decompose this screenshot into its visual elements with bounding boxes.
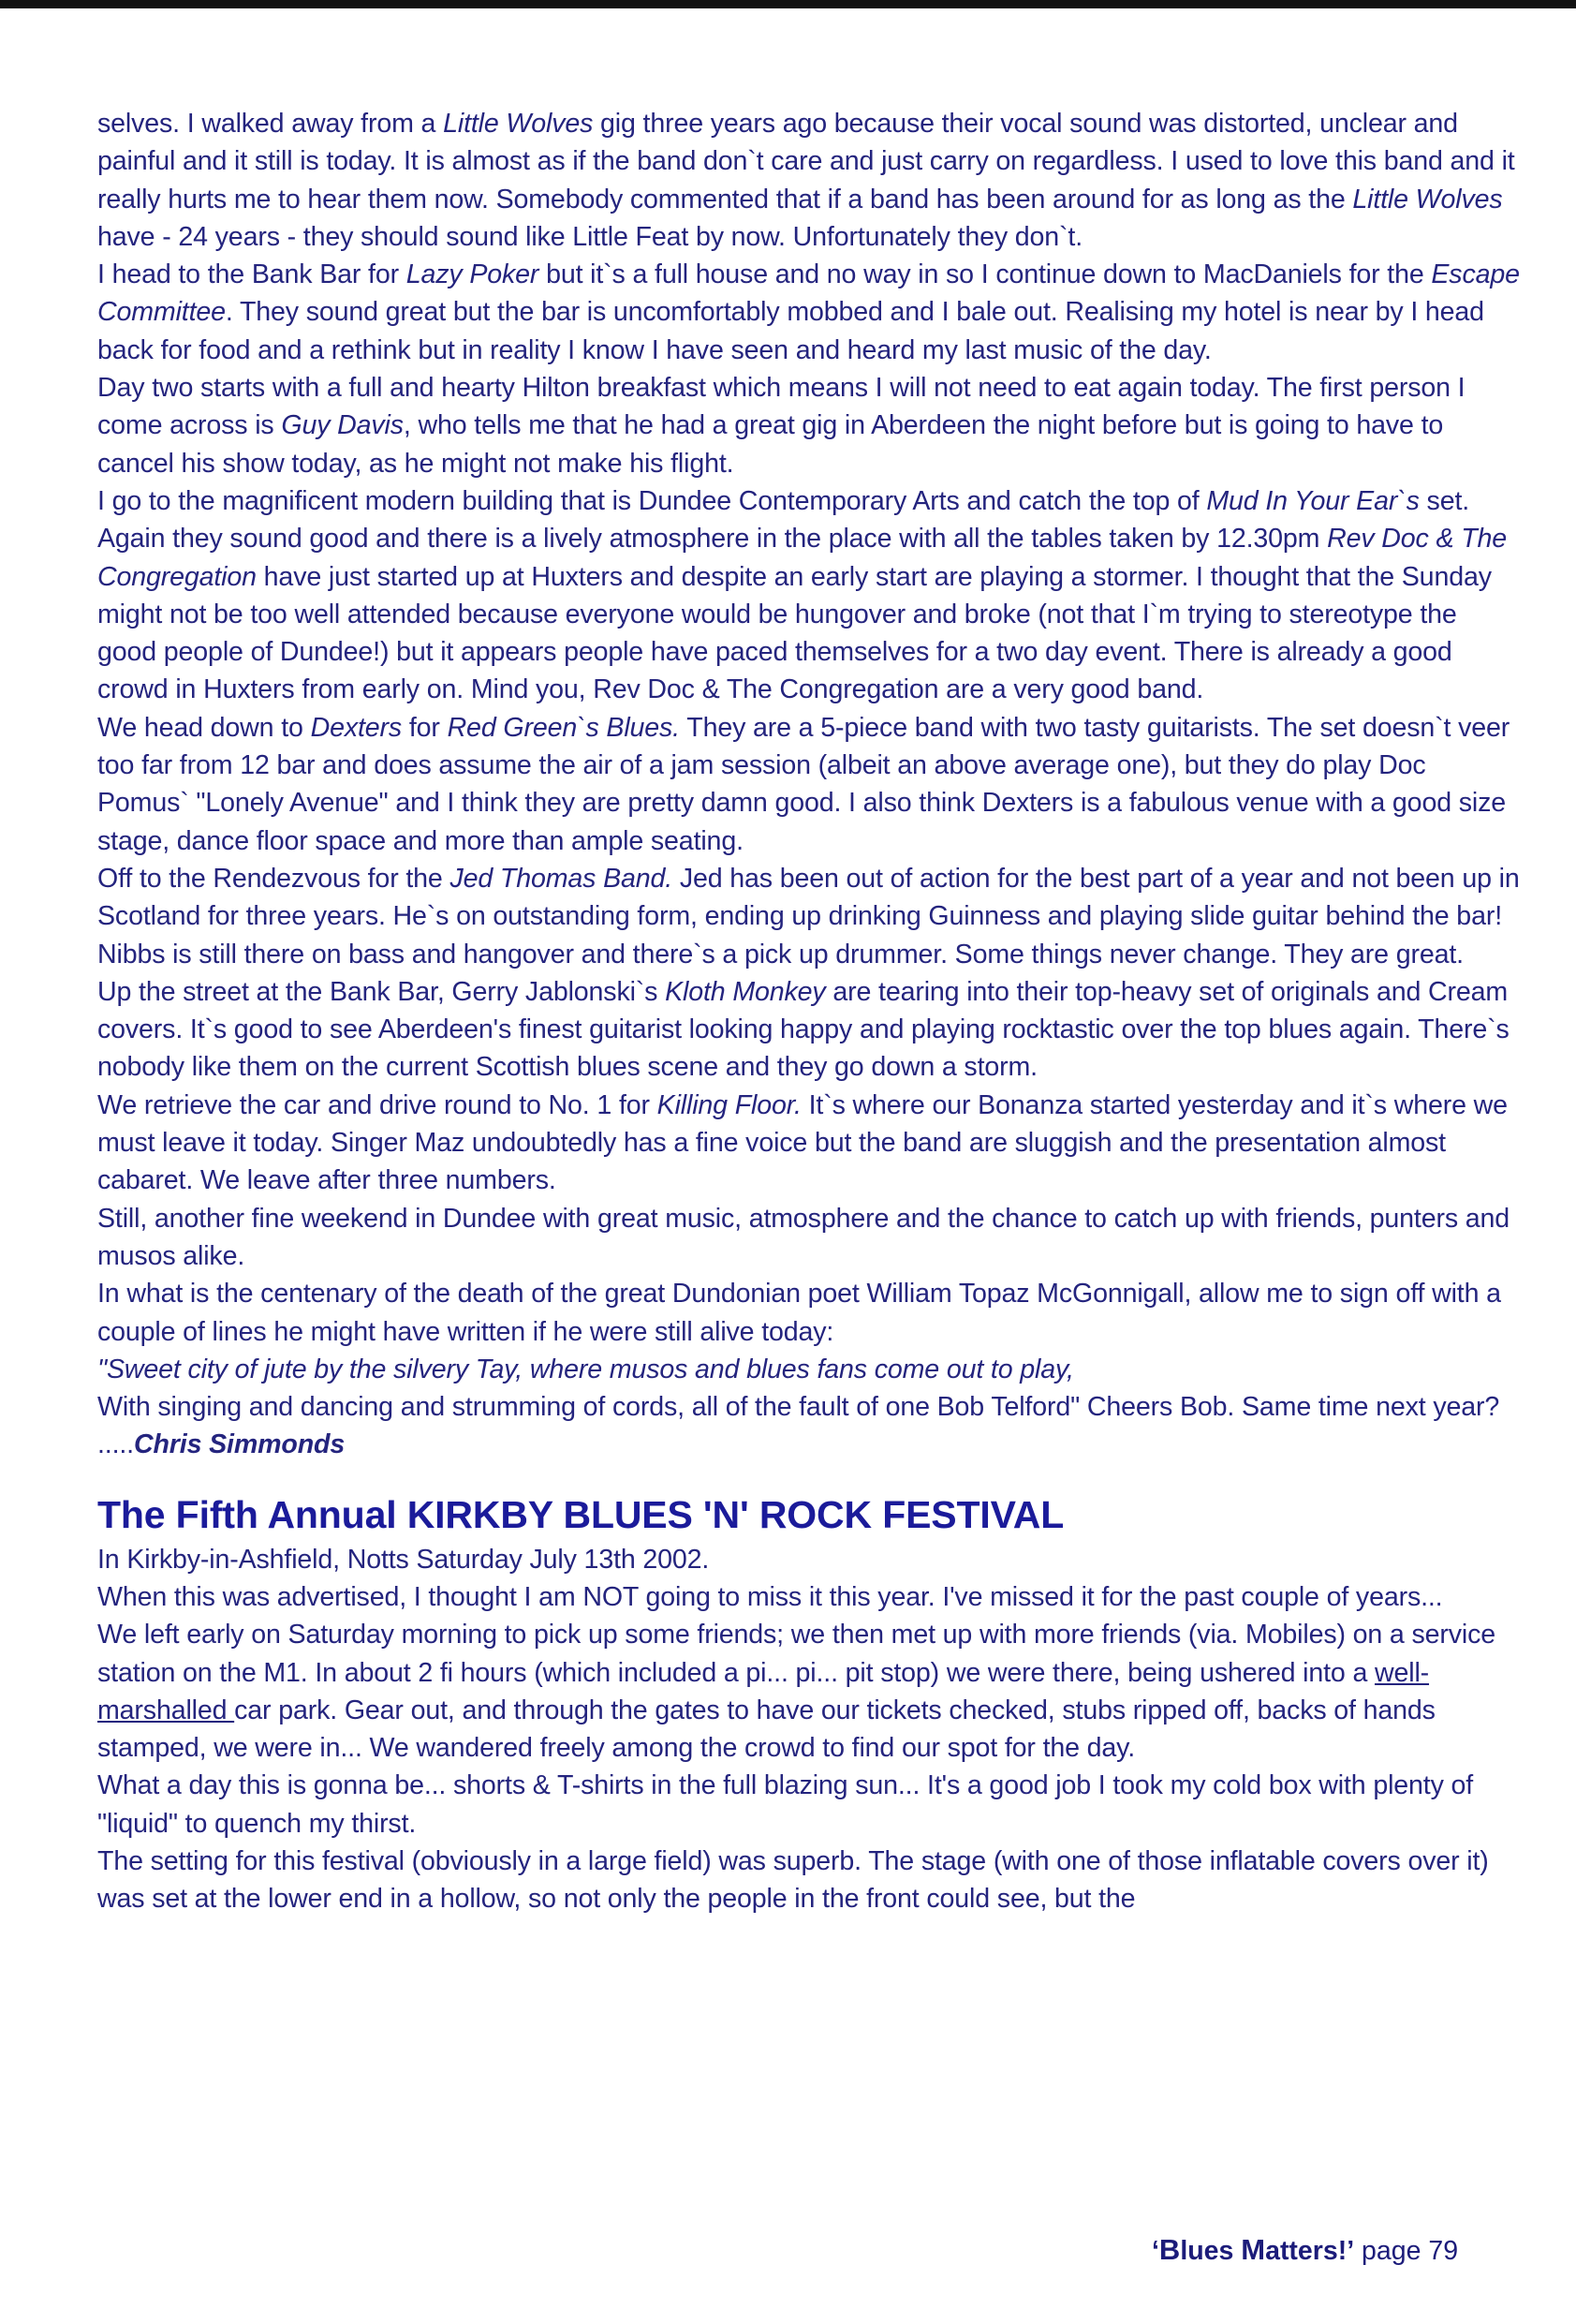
- paragraph: Still, another fine weekend in Dundee with great music, atmosphere and the chance to catch up with friends, punters and musos alike.: [97, 1203, 1510, 1271]
- page-number: page 79: [1354, 2236, 1459, 2266]
- paragraph: We head down to Dexters for Red Green`s Blues. They are a 5-piece band with two tasty guitarists. The set doesn`t veer too far from 12 bar and does assume the air of a jam session (albeit an above average one), but they do play Doc Pomus` "Lonely Avenue" and I think they are pretty damn good. I also think Dexters is a fabulous venue with a good size stage, dance floor space and more than ample seating.: [97, 712, 1510, 856]
- article-body: [97, 105, 1521, 1918]
- paragraph: What a day this is gonna be... shorts & T-shirts in the full blazing sun... It's a good job I took my cold box with plenty of "liquid" to quench my thirst.: [97, 1770, 1474, 1839]
- page-footer: ‘Blues Matters!’ page 79: [1152, 2233, 1459, 2266]
- author-signature: Chris Simmonds: [133, 1429, 346, 1460]
- paragraph: With singing and dancing and strumming of cords, all of the fault of one Bob Telford" Cheers Bob. Same time next year? .....Chris Simmonds: [97, 1392, 1500, 1460]
- paragraph: We left early on Saturday morning to pick up some friends; we then met up with more friends (via. Mobiles) on a service station on the M1. In about 2 fi hours (which included a pi... pi... pit stop) we were there, being ushered into a well-marshalled car park. Gear out, and through the gates to have our tickets checked, stubs ripped off, backs of hands stamped, we were in... We wandered freely among the crowd to find our spot for the day.: [97, 1620, 1495, 1764]
- paragraph: Day two starts with a full and hearty Hilton breakfast which means I will not need to eat again today. The first person I come across is Guy Davis, who tells me that he had a great gig in Aberdeen the night before but is going to have to cancel his show today, as he might not make his flight.: [97, 373, 1466, 479]
- paragraph: In what is the centenary of the death of the great Dundonian poet William Topaz McGonnigall, allow me to sign off with a couple of lines he might have written if he were still alive today:: [97, 1279, 1501, 1347]
- paragraph: Off to the Rendezvous for the Jed Thomas Band. Jed has been out of action for the best part of a year and not been up in Scotland for three years. He`s on outstanding form, ending up drinking Guinness and playing slide guitar behind the bar! Nibbs is still there on bass and hangover and there`s a pick up drummer. Some things never change. They are great.: [97, 863, 1520, 970]
- paragraph: We retrieve the car and drive round to No. 1 for Killing Floor. It`s where our Bonanza started yesterday and it`s where we must leave it today. Singer Maz undoubtedly has a fine voice but the band are sluggish and the presentation almost cabaret. We leave after three numbers.: [97, 1089, 1508, 1196]
- section-heading: The Fifth Annual KIRKBY BLUES 'N' ROCK FESTIVAL: [97, 1492, 1065, 1536]
- paragraph: In Kirkby-in-Ashfield, Notts Saturday July 13th 2002.: [97, 1544, 710, 1575]
- paragraph: I go to the magnificent modern building that is Dundee Contemporary Arts and catch the top of Mud In Your Ear`s set. Again they sound good and there is a lively atmosphere in the place with all the tables taken by 12.30pm Rev Doc & The Congregation have just started up at Huxters and despite an early start are playing a stormer. I thought that the Sunday might not be too well attended because everyone would be hungover and broke (not that I`m trying to stereotype the good people of Dundee!) but it appears people have paced themselves for a two day event. There is already a good crowd in Huxters from early on. Mind you, Rev Doc & The Congregation are a very good band.: [97, 485, 1508, 705]
- underlined-text: well-marshalled: [97, 1657, 1430, 1725]
- paragraph: When this was advertised, I thought I am NOT going to miss it this year. I've missed it for the past couple of years...: [97, 1581, 1443, 1612]
- paragraph: selves. I walked away from a Little Wolves gig three years ago because their vocal sound was distorted, unclear and painful and it still is today. It is almost as if the band don`t care and just carry on regardless. I used to love this band and it really hurts me to hear them now. Somebody commented that if a band has been around for as long as the Little Wolves have - 24 years - they should sound like Little Feat by now. Unfortunately they don`t.: [97, 109, 1515, 252]
- paragraph: The setting for this festival (obviously in a large field) was superb. The stage (with one of those inflatable covers over it) was set at the lower end in a hollow, so not only the people in the front could see, but the: [97, 1846, 1489, 1915]
- top-border: [0, 0, 1576, 8]
- paragraph: Up the street at the Bank Bar, Gerry Jablonski`s Kloth Monkey are tearing into their top-heavy set of originals and Cream covers. It`s good to see Aberdeen's finest guitarist looking happy and playing rocktastic over the top blues again. There`s nobody like them on the current Scottish blues scene and they go down a storm.: [97, 976, 1510, 1083]
- poem-line: "Sweet city of jute by the silvery Tay, where musos and blues fans come out to play,: [97, 1354, 1074, 1384]
- paragraph: I head to the Bank Bar for Lazy Poker but it`s a full house and no way in so I continue down to MacDaniels for the Escape Committee. They sound great but the bar is uncomfortably mobbed and I bale out. Realising my hotel is near by I head back for food and a rethink but in reality I know I have seen and heard my last music of the day.: [97, 259, 1520, 365]
